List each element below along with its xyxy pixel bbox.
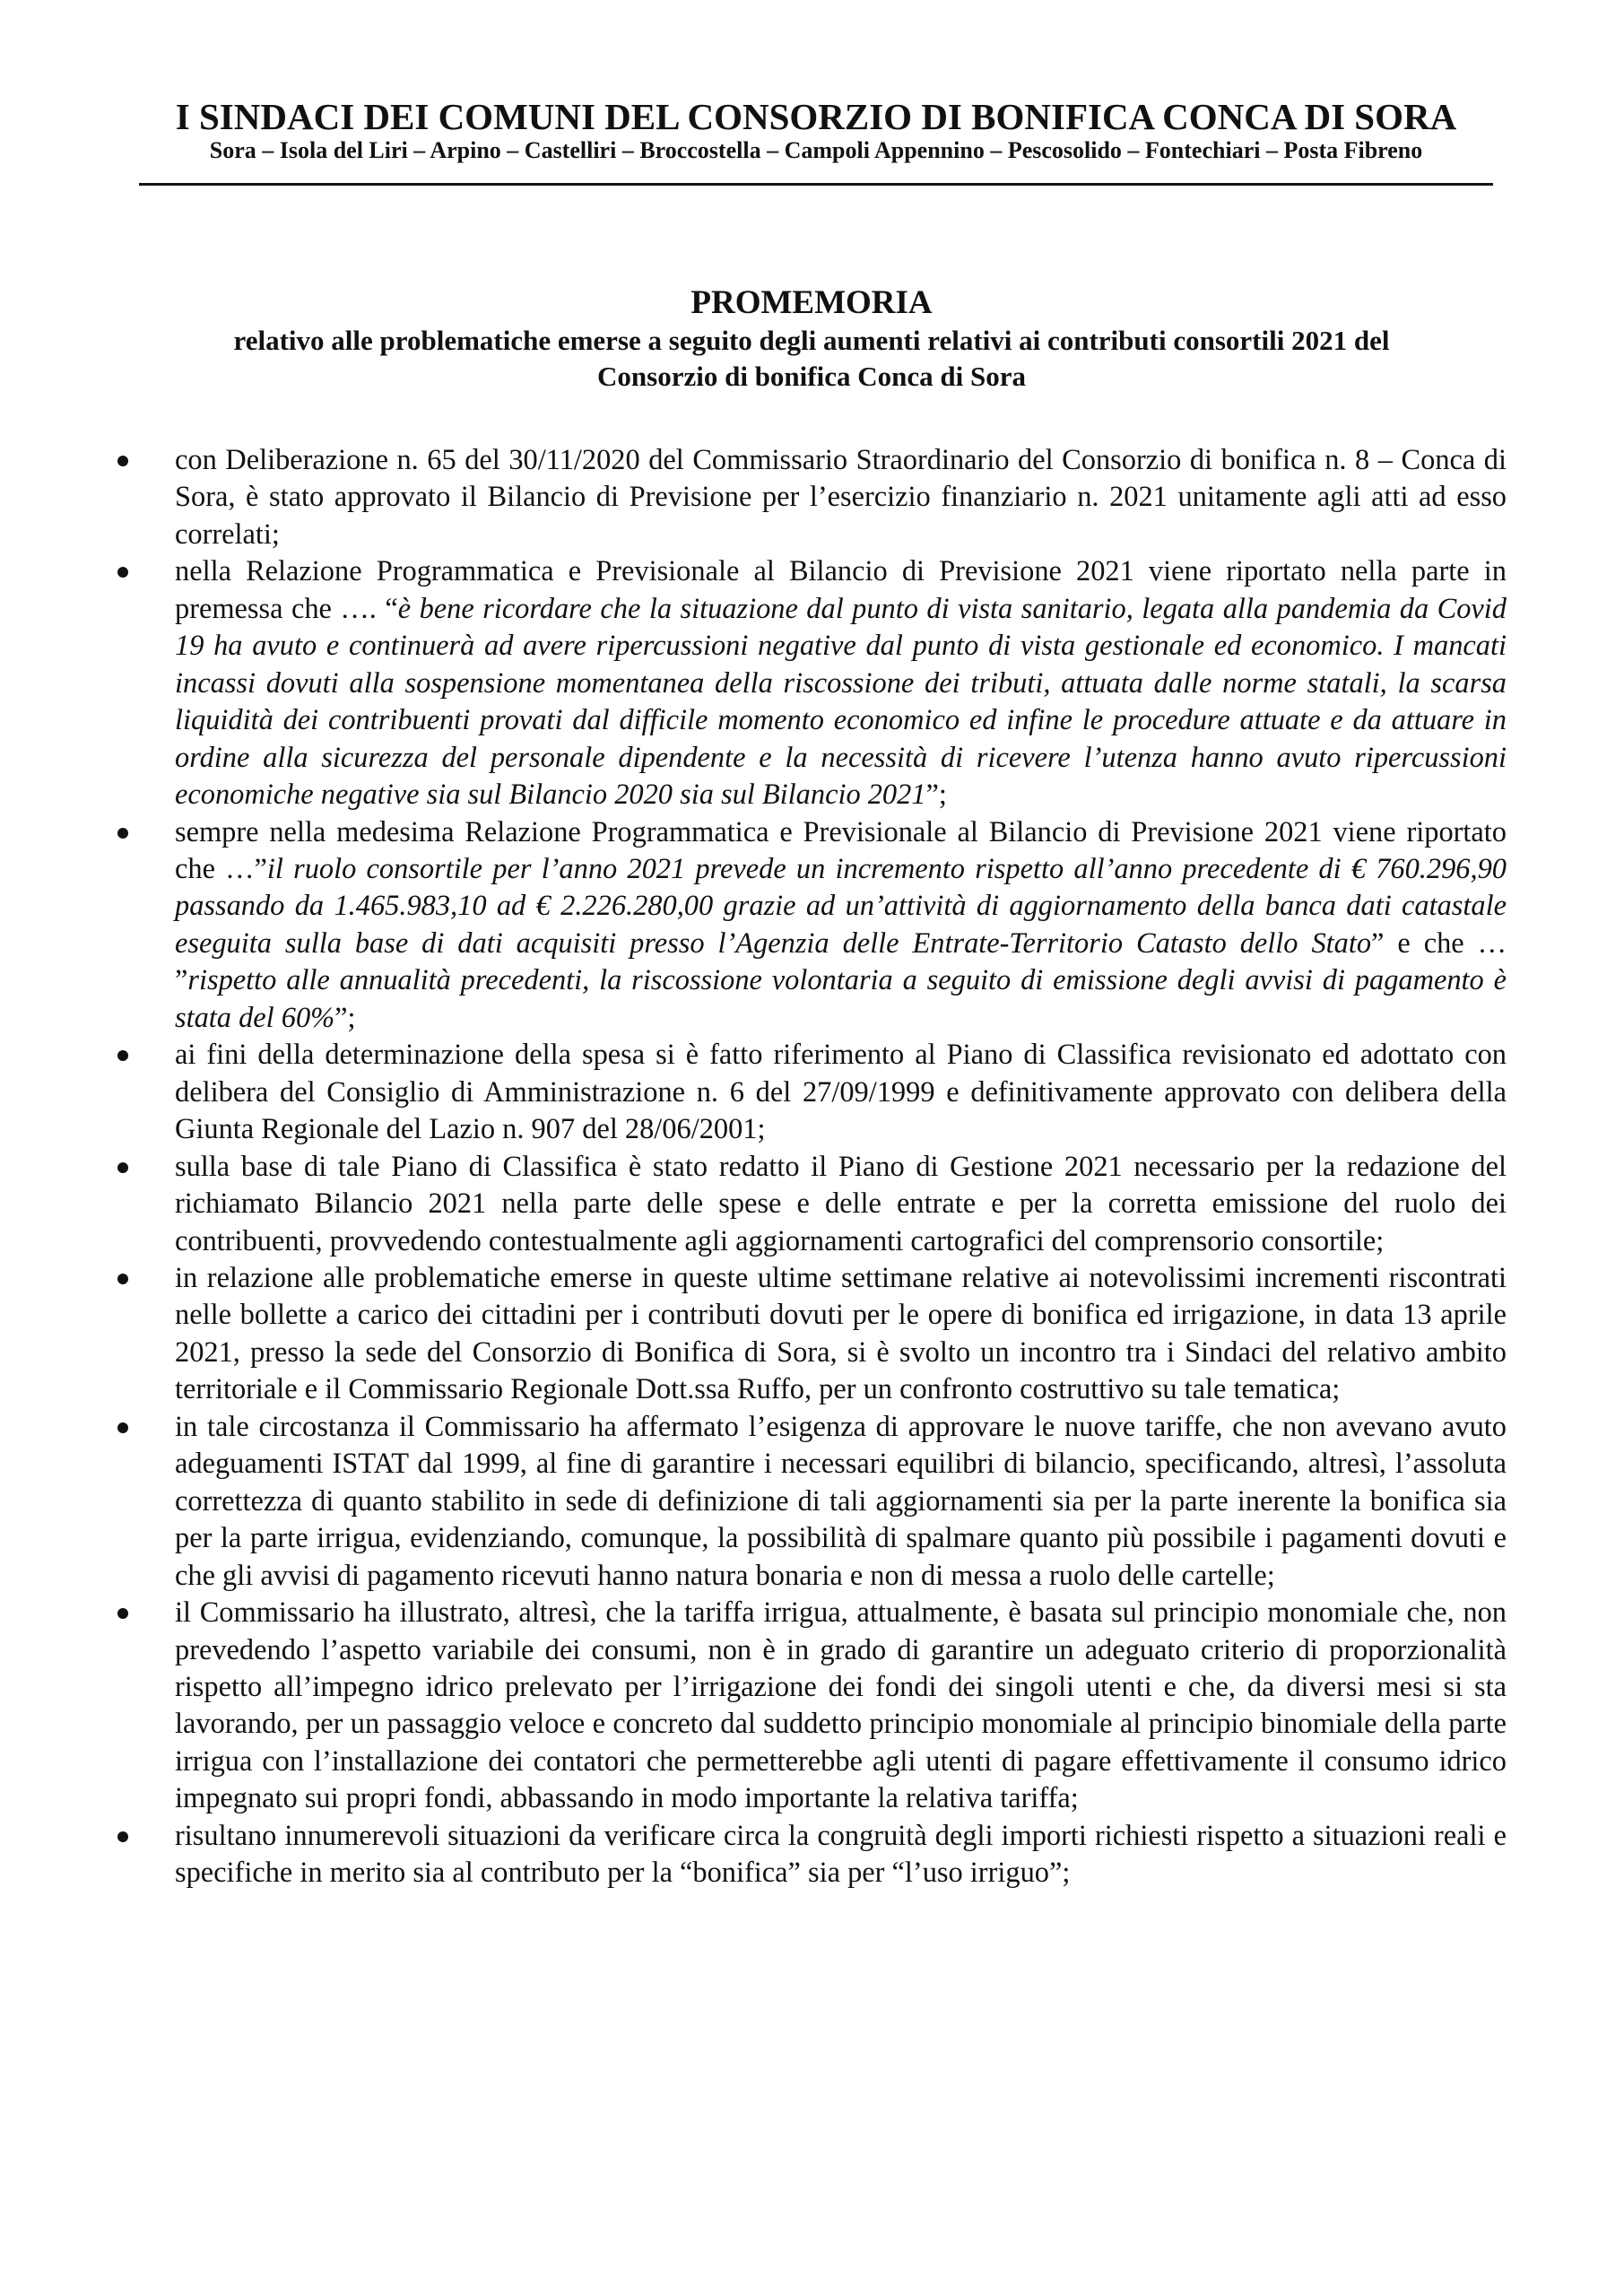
list-item-text: con Deliberazione n. 65 del 30/11/2020 del Commissario Straordinario del Consorzio di bonifica n. 8 – Conca di Sora, è stato approvato il Bilancio di Previsione per l’esercizio finanziario n. 2021 unitamente agli atti ad esso correlati; <box>175 444 1507 551</box>
document-title: PROMEMORIA <box>690 284 933 321</box>
list-item <box>175 1149 1507 1260</box>
list-item-text: in relazione alle problematiche emerse in queste ultime settimane relative ai notevolissimi incrementi riscontrati nelle bollette a carico dei cittadini per i contributi dovuti per le opere di bonifica ed irrigazione, in data 13 aprile 2021, presso la sede del Consorzio di Bonifica di Sora, si è svolto un incontro tra i Sindaci del relativo ambito territoriale e il Commissario Regionale Dott.ssa Ruffo, per un confronto costruttivo su tale tematica; <box>175 1261 1507 1406</box>
bullet-dot-icon <box>117 828 128 839</box>
document-subtitle-line-2: Consorzio di bonifica Conca di Sora <box>597 361 1026 392</box>
document-heading <box>117 283 1507 395</box>
list-item-quote: rispetto alle annualità precedenti, la riscossione volontaria a seguito di emissione degli avvisi di pagamento è stata del 60% <box>175 964 1507 1034</box>
list-item <box>175 1409 1507 1595</box>
list-item <box>175 1260 1507 1409</box>
list-item-tail: ”; <box>925 778 947 812</box>
bullet-dot-icon <box>117 1831 128 1842</box>
bullet-dot-icon <box>117 567 128 578</box>
list-item-lead: nella Relazione Programmatica e Previsionale al Bilancio di Previsione 2021 viene riportato nella parte in premessa che …. “ <box>175 555 1507 625</box>
list-item <box>175 1595 1507 1818</box>
document-subtitle-line-1: relativo alle problematiche emerse a seguito degli aumenti relativi ai contributi consortili 2021 del <box>233 325 1390 356</box>
bullet-dot-icon <box>117 1422 128 1433</box>
list-item <box>175 442 1507 553</box>
list-item-lead: sempre nella medesima Relazione Programmatica e Previsionale al Bilancio di Previsione 2021 viene riportato che …” <box>175 815 1507 885</box>
list-item <box>175 814 1507 1038</box>
bullet-dot-icon <box>117 456 128 466</box>
list-item-tail: ”; <box>334 1001 356 1034</box>
letterhead-title: I SINDACI DEI COMUNI DEL CONSORZIO DI BONIFICA CONCA DI SORA <box>175 96 1457 137</box>
bullet-dot-icon <box>117 1162 128 1173</box>
list-item-text: ai fini della determinazione della spesa si è fatto riferimento al Piano di Classifica revisionato ed adottato con delibera del Consiglio di Amministrazione n. 6 del 27/09/1999 e definitivamente approvato con delibera della Giunta Regionale del Lazio n. 907 del 28/06/2001; <box>175 1039 1507 1146</box>
letterhead <box>139 97 1493 165</box>
list-item <box>175 553 1507 813</box>
bullet-dot-icon <box>117 1050 128 1061</box>
list-item-text: sulla base di tale Piano di Classifica è stato redatto il Piano di Gestione 2021 necessario per la redazione del richiamato Bilancio 2021 nella parte delle spese e delle entrate e per la corretta emissione del ruolo dei contribuenti, provvedendo contestualmente agli aggiornamenti cartografici del comprensorio consortile; <box>175 1150 1507 1257</box>
bullet-dot-icon <box>117 1274 128 1284</box>
list-item <box>175 1818 1507 1892</box>
list-item-middle: ” e che … ” <box>175 926 1507 997</box>
list-item-text: risultano innumerevoli situazioni da verificare circa la congruità degli importi richiesti rispetto a situazioni reali e specifiche in merito sia al contributo per la “bonifica” sia per “l’uso irriguo”; <box>175 1819 1507 1890</box>
letterhead-divider <box>139 183 1493 186</box>
list-item-text: in tale circostanza il Commissario ha affermato l’esigenza di approvare le nuove tariffe, che non avevano avuto adeguamenti ISTAT dal 1999, al fine di garantire i necessari equilibri di bilancio, specificando, altresì, l’assoluta correttezza di quanto stabilito in sede di definizione di tali aggiornamenti sia per la parte inerente la bonifica sia per la parte irrigua, evidenziando, comunque, la possibilità di spalmare quanto più possibile i pagamenti dovuti e che gli avvisi di pagamento ricevuti hanno natura bonaria e non di messa a ruolo delle cartelle; <box>175 1410 1507 1592</box>
letterhead-towns: Sora – Isola del Liri – Arpino – Castelliri – Broccostella – Campoli Appennino – Pescosolido – Fontechiari – Posta Fibreno <box>209 137 1423 163</box>
bullet-list <box>175 442 1507 1892</box>
bullet-dot-icon <box>117 1608 128 1619</box>
list-item-quote: è bene ricordare che la situazione dal punto di vista sanitario, legata alla pandemia da Covid 19 ha avuto e continuerà ad avere ripercussioni negative dal punto di vista gestionale ed economico. I mancati incassi dovuti alla sospensione momentanea della riscossione dei tributi, attuata dalle norme statali, la scarsa liquidità dei contribuenti provati dal difficile momento economico ed infine le procedure attuate e da attuare in ordine alla sicurezza del personale dipendente e la necessità di ricevere l’utenza hanno avuto ripercussioni economiche negative sia sul Bilancio 2020 sia sul Bilancio 2021 <box>175 592 1507 812</box>
list-item-quote: il ruolo consortile per l’anno 2021 prevede un incremento rispetto all’anno precedente di € 760.296,90 passando da 1.465.983,10 ad € 2.226.280,00 grazie ad un’attività di aggiornamento della banca dati catastale eseguita sulla base di dati acquisiti presso l’Agenzia delle Entrate-Territorio Catasto dello Stato <box>175 852 1507 960</box>
list-item-text: il Commissario ha illustrato, altresì, che la tariffa irrigua, attualmente, è basata sul principio monomiale che, non prevedendo l’aspetto variabile dei consumi, non è in grado di garantire un adeguato criterio di proporzionalità rispetto all’impegno idrico prelevato per l’irrigazione dei fondi dei singoli utenti e che, da diversi mesi si sta lavorando, per un passaggio veloce e concreto dal suddetto principio monomiale al principio binomiale della parte irrigua con l’installazione dei contatori che permetterebbe agli utenti di pagare effettivamente il consumo idrico impegnato sui propri fondi, abbassando in modo importante la relativa tariffa; <box>175 1596 1507 1815</box>
list-item <box>175 1037 1507 1148</box>
